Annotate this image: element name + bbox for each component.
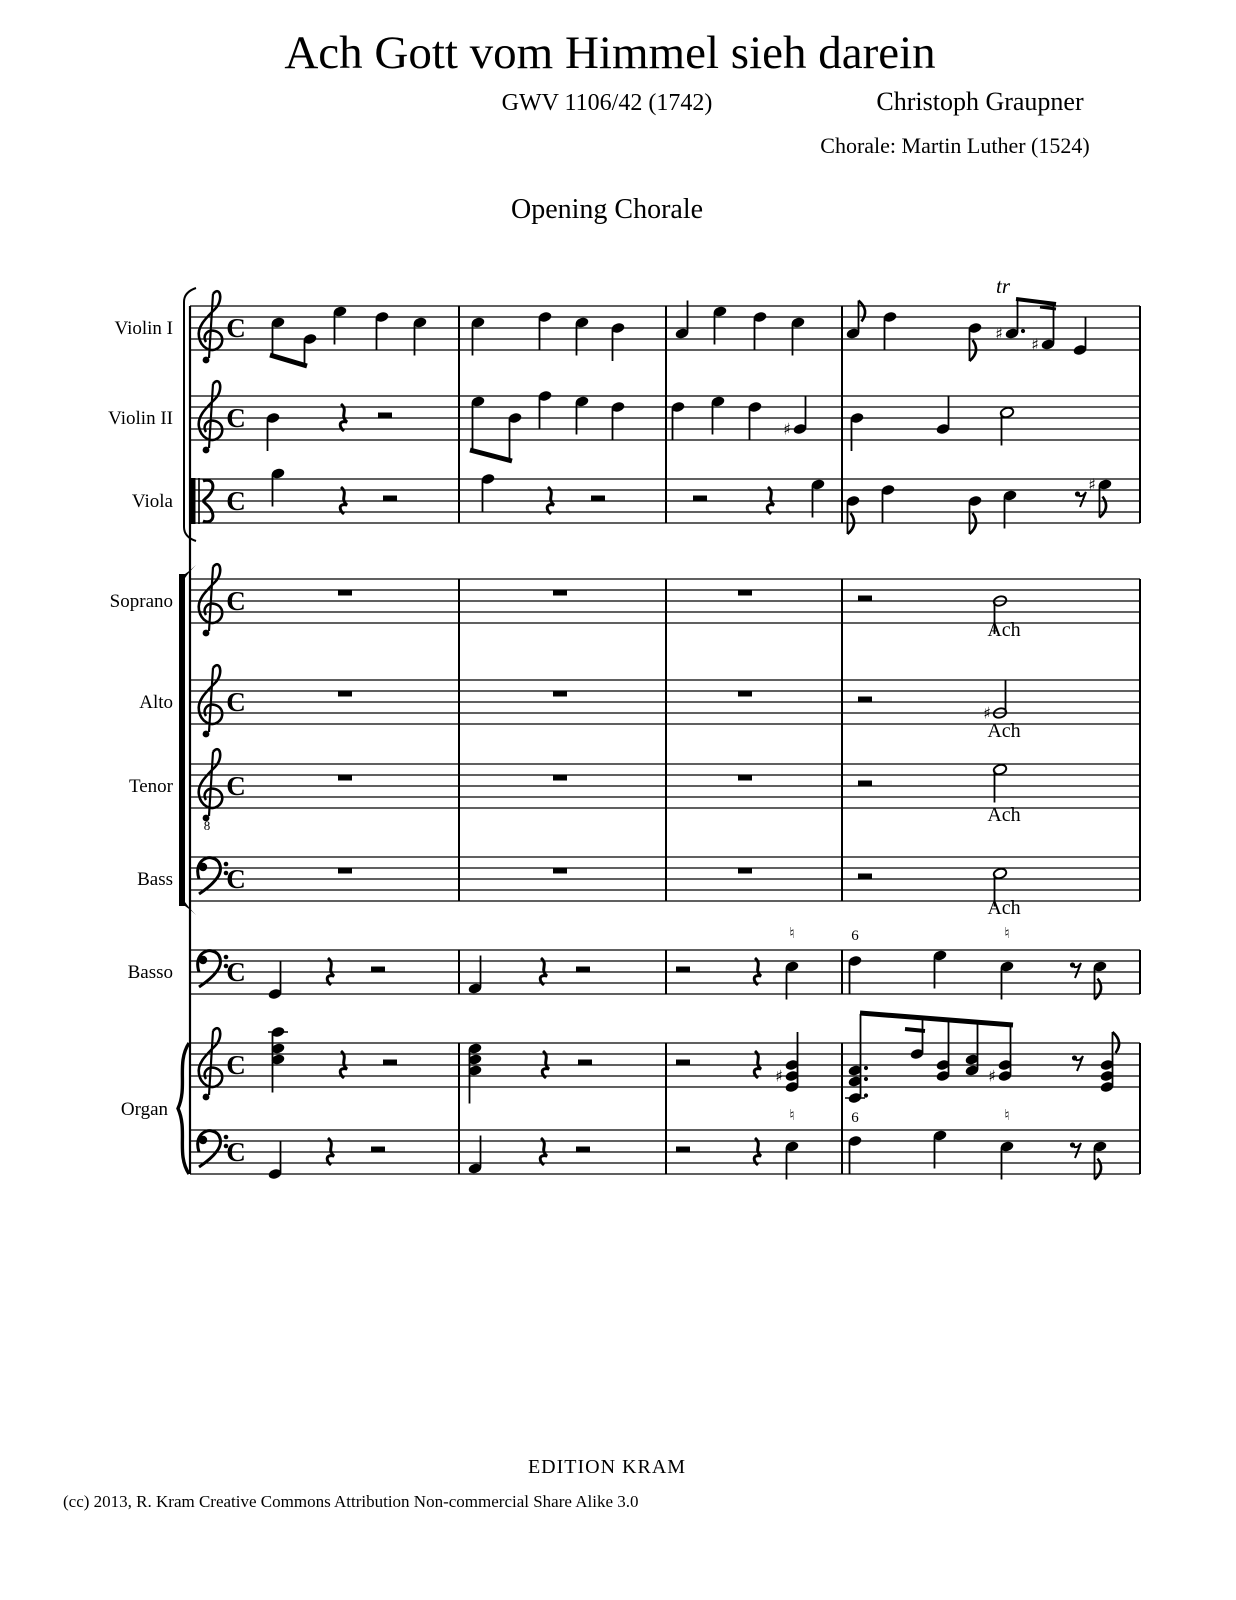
svg-text:tr: tr [995,274,1011,298]
svg-text:Violin I: Violin I [114,318,173,339]
staff-violin1 [115,291,1141,365]
svg-text:♮: ♮ [789,1106,795,1124]
svg-text:C: C [226,403,246,433]
composer-name: Christoph Graupner [876,87,1084,116]
svg-text:Basso: Basso [127,962,173,983]
svg-text:Ach: Ach [987,804,1021,826]
svg-text:C: C [226,586,246,616]
staff-label-organ [121,1099,169,1120]
svg-text:♯: ♯ [1088,475,1096,494]
svg-text:Ach: Ach [987,720,1021,742]
edition-imprint: EDITION KRAM [527,1456,687,1478]
svg-text:Ach: Ach [987,897,1021,919]
svg-text:C: C [226,1050,246,1080]
trill-marking [996,274,1011,298]
svg-text:♮: ♮ [789,924,795,942]
svg-text:C: C [226,1137,246,1167]
staff-viola [132,467,1140,534]
movement-title: Opening Chorale [510,194,704,225]
svg-text:♯: ♯ [983,703,991,723]
clef-treble [199,381,223,453]
svg-text:8: 8 [203,818,211,833]
svg-text:C: C [226,486,246,516]
clef-bass [198,1131,229,1167]
clef-treble [199,291,223,363]
svg-text:Alto: Alto [139,692,173,713]
clef-treble8 [199,749,223,833]
svg-text:♯: ♯ [995,324,1003,343]
staff-bass [137,857,1140,919]
chorale-credit: Chorale: Martin Luther (1524) [820,133,1090,158]
svg-text:♮: ♮ [1004,924,1010,942]
svg-text:6: 6 [851,1110,859,1126]
svg-text:♯: ♯ [1031,335,1039,354]
svg-text:C: C [226,864,246,894]
barlines [459,306,1140,1174]
system-frame [178,288,196,1174]
svg-text:C: C [226,687,246,717]
svg-text:Tenor: Tenor [128,776,173,797]
staff-soprano [110,564,1140,641]
beams [270,299,1056,1031]
svg-text:C: C [226,957,246,987]
svg-text:C: C [226,771,246,801]
svg-text:♮: ♮ [1004,1106,1010,1124]
staff-tenor [129,749,1140,833]
staff-basso [128,949,1140,1000]
svg-text:Viola: Viola [131,491,173,512]
staff-violin2 [108,381,1140,460]
clef-treble [199,665,223,737]
svg-text:Ach: Ach [987,619,1021,641]
clef-bass [198,951,229,987]
svg-text:♯: ♯ [988,1066,996,1086]
svg-text:Bass: Bass [137,869,173,890]
svg-text:6: 6 [851,928,859,944]
clef-treble [199,564,223,636]
catalog-number: GWV 1106/42 (1742) [501,90,713,116]
page-title: Ach Gott vom Himmel sieh darein [284,27,936,79]
staff-alto [139,665,1140,742]
svg-text:♯: ♯ [775,1066,783,1086]
svg-text:Organ: Organ [120,1099,168,1120]
clef-bass [198,858,229,894]
svg-text:C: C [226,313,246,343]
svg-text:Soprano: Soprano [109,591,173,612]
svg-text:Violin II: Violin II [108,408,173,429]
bracket-choir [179,565,196,915]
license-line: (cc) 2013, R. Kram Creative Commons Attribution Non-commercial Share Alike 3.0 [63,1492,639,1511]
svg-text:♯: ♯ [783,419,791,439]
clef-treble [199,1028,223,1100]
brace-organ [178,1043,189,1174]
